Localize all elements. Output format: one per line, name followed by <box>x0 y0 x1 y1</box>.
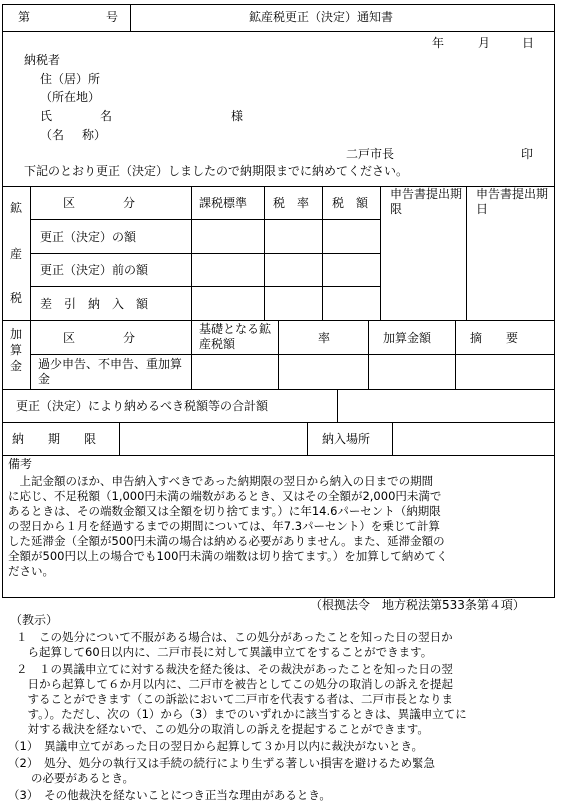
name-label-2: 名 <box>100 109 113 123</box>
mining-head-kubun: 区 分 <box>63 196 136 210</box>
instructions-line: （1） 異議申立てがあった日の翌日から起算して３か月以内に裁決がないとき。 <box>8 739 423 753</box>
mining-head-amount: 税 額 <box>332 196 369 210</box>
mayor-name: 二戸市長 <box>346 147 395 161</box>
instructions-heading: （教示） <box>10 613 59 627</box>
instructions-line: 対する裁決を経ないで、この処分の取消しの訴えを提起することができます。 <box>16 722 429 736</box>
divider <box>380 186 381 321</box>
penalty-head-rate: 率 <box>318 331 331 345</box>
mining-tax-side-char-2: 産 <box>9 247 22 261</box>
instructions-line: することができます（この訴訟において二戸市を代表する者は、二戸市長となりま <box>16 692 453 706</box>
remarks-line: した延滞金（全額が500円未満の場合は納める必要がありません。また、延滞金額の <box>8 534 445 548</box>
divider <box>278 320 279 390</box>
penalty-head-kubun: 区 分 <box>63 331 136 345</box>
remarks-box <box>2 455 555 456</box>
divider <box>455 320 456 390</box>
remarks-heading: 備考 <box>8 457 33 471</box>
total-label: 更正（決定）により納めるべき税額等の合計額 <box>16 399 269 413</box>
divider <box>119 422 120 456</box>
divider <box>466 186 467 321</box>
name-label-1: 氏 <box>40 109 53 123</box>
address-label: 住（居）所 <box>40 72 101 86</box>
remarks-line: 全額が500円以上の場合でも100円未満の端数は切り捨てます。）を加算して納めてく <box>8 549 448 563</box>
corp-name-label-2: 称） <box>82 128 107 142</box>
mining-head-base: 課税標準 <box>199 196 248 210</box>
remarks-line: ださい。 <box>8 564 54 578</box>
date-month: 月 <box>478 36 491 50</box>
divider <box>31 286 380 287</box>
penalty-side-char-1: 加 <box>9 327 22 341</box>
payment-deadline-label: 納 期 限 <box>12 432 97 446</box>
remarks-line: 上記金額のほか、申告納入すべきであった納期限の翌日から納入の日までの期間 <box>8 474 434 488</box>
divider <box>337 389 338 423</box>
payment-place-label: 納入場所 <box>322 432 371 446</box>
penalty-head-base: 基礎となる鉱産税額 <box>199 322 272 351</box>
mining-row-2-label: 更正（決定）前の額 <box>40 263 149 277</box>
divider <box>307 422 308 456</box>
instructions-line: （2） 処分、処分の執行又は手続の続行により生ずる著しい損害を避けるため緊急 <box>8 756 436 770</box>
instructions-line: ２ １の異議申立てに対する裁決を経た後は、その裁決があったことを知った日の翌 <box>16 662 453 676</box>
mining-tax-side-char-3: 税 <box>9 291 22 305</box>
mining-head-date: 申告書提出期日 <box>476 187 549 216</box>
location-label: （所在地） <box>40 90 101 104</box>
instructions-line: 日から起算して６か月以内に、二戸市を被告としてこの処分の取消しの訴えを提起 <box>16 677 453 691</box>
instructions-line: す。）。ただし、次の（1）から（3）までのいずれかに該当するときは、異議申立てに <box>16 707 467 721</box>
date-day: 日 <box>522 36 535 50</box>
corp-name-label-1: （名 <box>40 128 65 142</box>
divider <box>31 354 555 355</box>
number-suffix: 号 <box>106 10 119 24</box>
divider <box>392 422 393 456</box>
mining-row-3-label: 差 引 納 入 額 <box>40 297 149 311</box>
mining-head-rate: 税 率 <box>273 196 310 210</box>
seal-mark: 印 <box>521 147 534 161</box>
remarks-line: の翌日から１月を経過するまでの期間については、年7.3パーセント）を乗じて計算 <box>8 519 440 533</box>
remarks-line: に応じ、不足税額（1,000円未満の端数があるとき、又はその全額が2,000円未満で <box>8 489 442 503</box>
instructions-line: １ この処分について不服がある場合は、この処分があったことを知った日の翌日か <box>16 630 453 644</box>
penalty-side-char-3: 金 <box>9 359 22 373</box>
notice-message: 下記のとおり更正（決定）しましたので納期限までに納めてください。 <box>24 164 409 178</box>
date-year: 年 <box>432 36 445 50</box>
instructions-line: （3） その他裁決を経ないことにつき正当な理由があるとき。 <box>8 788 331 802</box>
divider <box>31 253 380 254</box>
penalty-row-1-label: 過少申告、不申告、重加算金 <box>38 357 183 386</box>
document-title: 鉱産税更正（決定）通知書 <box>249 10 394 24</box>
penalty-head-note: 摘 要 <box>470 331 519 345</box>
instructions-line: ら起算して60日以内に、二戸市長に対して異議申立てをすることができます。 <box>16 645 433 659</box>
taxpayer-label: 納税者 <box>24 53 61 67</box>
mining-head-deadline: 申告書提出期限 <box>390 187 463 216</box>
remarks-line: あるときは、その端数金額又は全額を切り捨てます。）に年14.6パーセント（納期限 <box>8 504 441 518</box>
penalty-side-char-2: 算 <box>9 343 22 357</box>
divider <box>368 320 369 390</box>
honorific: 様 <box>231 109 244 123</box>
penalty-head-amount: 加算金額 <box>383 331 432 345</box>
instructions-line: の必要があるとき。 <box>8 771 135 785</box>
mining-tax-side-char-1: 鉱 <box>9 201 22 215</box>
divider <box>31 219 380 220</box>
legal-basis: （根拠法令 地方税法第533条第４項） <box>310 598 525 612</box>
mining-row-1-label: 更正（決定）の額 <box>40 230 137 244</box>
number-label: 第 <box>18 10 31 24</box>
divider <box>191 320 192 390</box>
